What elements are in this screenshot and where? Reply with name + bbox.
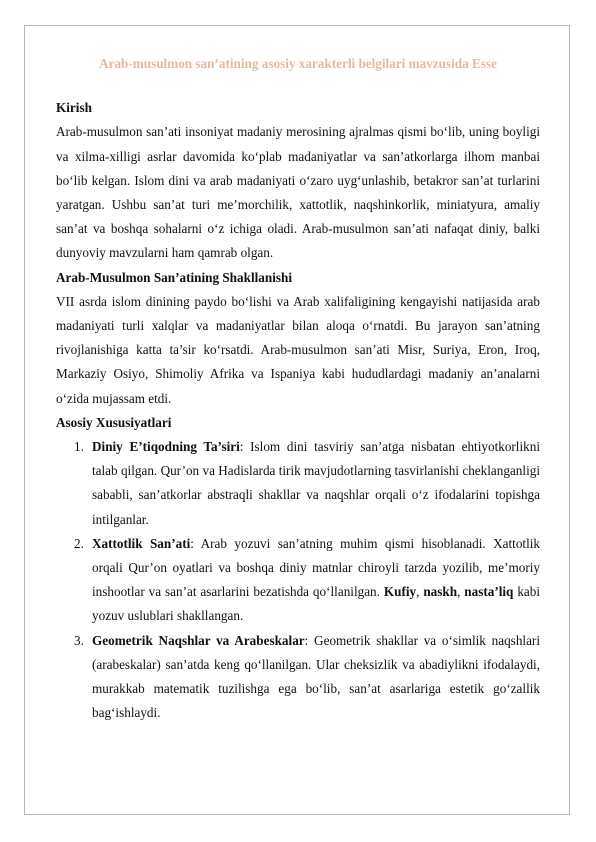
list-item	[74, 629, 540, 726]
section-paragraph-intro: Arab-musulmon san’ati insoniyat madaniy merosining ajralmas qismi bo‘lib, uning boyligi va xilma-xilligi asrlar davomida ko‘plab madaniyatlar va san’atkorlarga ilhom manbai bo‘lib kelgan. Islom dini va arab madaniyati o‘zaro uyg‘unlashib, betakror san’at turlarini yaratgan. Ushbu san’at turi me’morchilik, xattotlik, naqshinkorlik, miniatyura, amaliy san’at va boshqa sohalarni o‘z ichiga oladi. Arab-musulmon san’ati nafaqat diniy, balki dunyoviy mavzularni ham qamrab olgan.	[56, 124, 540, 261]
document-title: Arab-musulmon san’atining asosiy xarakterli belgilari mavzusida Esse	[99, 56, 497, 71]
features-list	[56, 435, 540, 725]
list-number: 3.	[74, 632, 84, 648]
section-heading-features: Asosiy Xususiyatlari	[56, 414, 172, 430]
separator: ,	[416, 584, 424, 600]
list-number: 2.	[74, 535, 84, 551]
script-style-naskh: naskh	[423, 584, 458, 600]
list-item	[74, 532, 541, 629]
feature-term: Xattotlik San’ati	[92, 535, 191, 551]
feature-term: Diniy E’tiqodning Ta’siri	[92, 439, 240, 455]
feature-text-tail: kabi yozuv uslublari shakllangan.	[92, 584, 541, 624]
feature-text: : Geometrik shakllar va o‘simlik naqshlari (arabeskalar) san’atda keng qo‘llanilgan. Ular cheksizlik va abadiylikni ifodalaydi, murakkab matematik tuzilishga ega bo‘lib, san’at asarlariga estetik go‘zallik bag‘ishlaydi.	[92, 632, 540, 721]
script-style-kufiy: Kufiy	[383, 584, 417, 600]
list-number: 1.	[74, 439, 84, 455]
section-paragraph-formation: VII asrda islom dinining paydo bo‘lishi va Arab xalifaligining kengayishi natijasida arab madaniyati turli xalqlar va madaniyatlar bilan aloqa o‘rnatdi. Bu jarayon san’atning rivojlanishiga katta ta’sir ko‘rsatdi. Arab-musulmon san’ati Misr, Suriya, Eron, Iroq, Markaziy Osiyo, Shimoliy Afrika va Ispaniya kabi hududlardagi madaniy an’analarni o‘zida mujassam etdi.	[56, 293, 540, 406]
script-style-nastaliq: nasta’liq	[464, 584, 514, 600]
section-heading-formation: Arab-Musulmon San’atining Shakllanishi	[56, 269, 292, 285]
feature-text: : Islom dini tasviriy san’atga nisbatan ehtiyotkorlikni talab qilgan. Qur’on va Hadislarda tirik mavjudotlarning tasvirlanishi cheklanganligi sababli, san’atkorlar abstraqli shakllar va naqshlar orqali o‘z ifodalarini topishga intilganlar.	[92, 439, 540, 527]
feature-text: : Arab yozuvi san’atning muhim qismi hisoblanadi. Xattotlik orqali Qur’on oyatlari va boshqa diniy matnlar chiroyli tarzda yozilib, me’moriy inshootlar va san’at asarlarini bezatishda qo‘llanilgan.	[92, 535, 541, 600]
separator: ,	[457, 584, 465, 600]
feature-term: Geometrik Naqshlar va Arabeskalar	[92, 632, 305, 648]
document-body	[56, 52, 540, 725]
list-item	[74, 435, 540, 532]
section-heading-intro: Kirish	[56, 100, 92, 116]
